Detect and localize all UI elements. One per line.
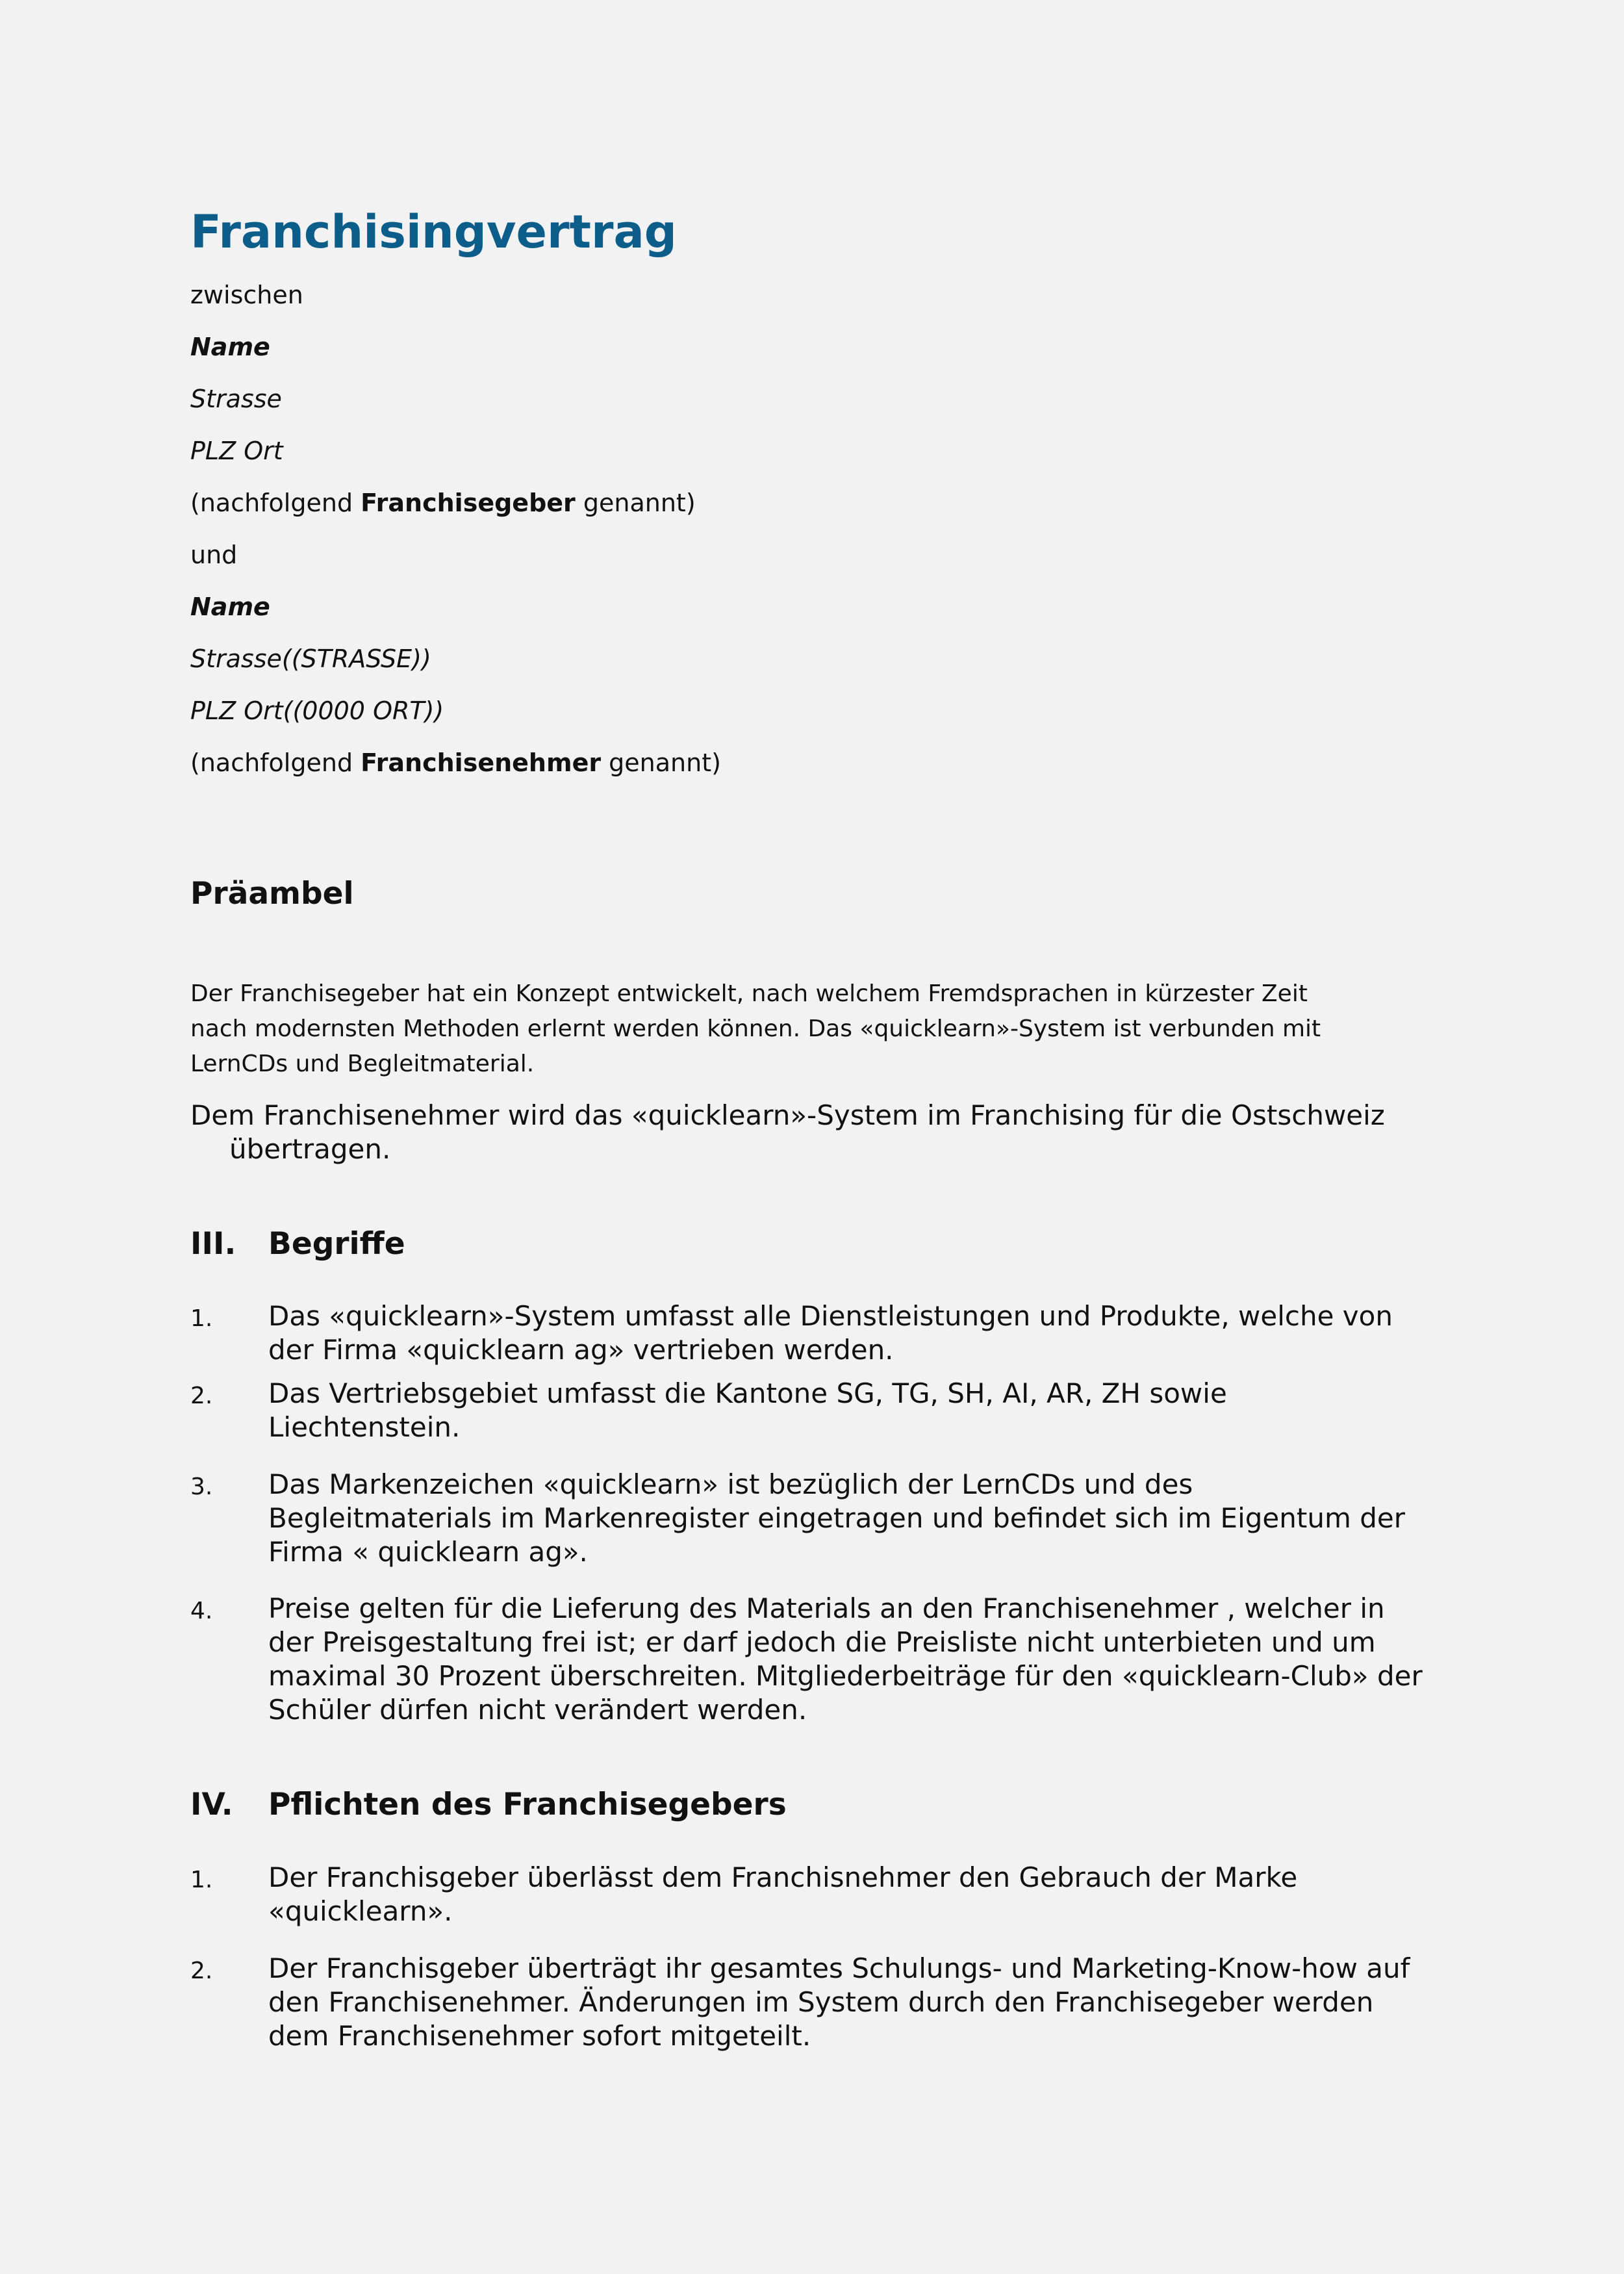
party1-designation-role: Franchisegeber [361,489,576,517]
preamble-p1-line: LernCDs und Begleitmaterial. [190,1051,535,1077]
party1-designation-suffix: genannt) [575,489,696,517]
list-item-line: dem Franchisenehmer sofort mitgeteilt. [268,2020,811,2052]
preamble-p1-line: nach modernsten Methoden erlernt werden können. Das «quicklearn»-System ist verbunden mit [190,1016,1321,1042]
list-item-number: 1. [190,1305,213,1332]
list-item-number: 3. [190,1474,213,1500]
list-item [268,1299,1457,1367]
section-number: IV. [190,1787,233,1822]
party1-designation [190,486,696,520]
party2-city: PLZ Ort((0000 ORT)) [190,696,444,725]
list-item-line: den Franchisenehmer. Änderungen im System durch den Franchisegeber werden [268,1986,1374,2018]
list-item [268,1861,1457,1928]
list-item-line: maximal 30 Prozent überschreiten. Mitgliederbeiträge für den «quicklearn-Club» der [268,1660,1423,1692]
list-item-line: Der Franchisgeber überlässt dem Franchisnehmer den Gebrauch der Marke [268,1861,1298,1893]
party1-street: Strasse [190,385,282,413]
preamble-heading: Präambel [190,876,354,912]
list-item-line: Schüler dürfen nicht verändert werden. [268,1694,807,1726]
list-item-line: Begleitmaterials im Markenregister eingetragen und befindet sich im Eigentum der [268,1502,1405,1534]
list-item [268,1468,1457,1569]
list-item-number: 2. [190,1958,213,1984]
list-item-line: der Firma «quicklearn ag» vertrieben werden. [268,1334,894,1366]
party2-street: Strasse((STRASSE)) [190,645,431,673]
list-item-line: Das Markenzeichen «quicklearn» ist bezüglich der LernCDs und des [268,1468,1193,1500]
list-item-line: «quicklearn». [268,1895,453,1927]
list-item [268,1377,1457,1444]
preamble-p1-line: Der Franchisegeber hat ein Konzept entwickelt, nach welchem Fremdsprachen in kürzester Zeit [190,980,1308,1007]
party1-name: Name [190,333,270,361]
party1-city: PLZ Ort [190,437,283,465]
section-title: Begriffe [268,1226,405,1262]
list-item-line: Liechtenstein. [268,1411,461,1443]
party2-designation [190,746,721,780]
list-item-number: 1. [190,1867,213,1893]
party2-name: Name [190,593,270,621]
list-item [268,1952,1457,2053]
list-item [268,1592,1457,1727]
list-item-line: Das «quicklearn»-System umfasst alle Dienstleistungen und Produkte, welche von [268,1300,1393,1332]
preamble-p2-line: Dem Franchisenehmer wird das «quicklearn»-System im Franchising für die Ostschweiz [190,1099,1385,1131]
list-item-line: Preise gelten für die Lieferung des Materials an den Franchisenehmer , welcher in [268,1592,1385,1624]
list-item-line: der Preisgestaltung frei ist; er darf jedoch die Preisliste nicht unterbieten und um [268,1626,1376,1658]
preamble-paragraph-1 [190,977,1438,1082]
preamble-p2-line: übertragen. [229,1133,391,1165]
party1-designation-prefix: (nachfolgend [190,489,361,517]
between-label: zwischen [190,281,303,309]
list-item-number: 4. [190,1598,213,1624]
party2-designation-role: Franchisenehmer [361,748,602,777]
preamble-paragraph-2 [190,1099,1385,1166]
party2-designation-prefix: (nachfolgend [190,748,361,777]
list-item-line: Firma « quicklearn ag». [268,1536,588,1568]
list-item-line: Das Vertriebsgebiet umfasst die Kantone SG, TG, SH, AI, AR, ZH sowie [268,1377,1227,1409]
party2-designation-suffix: genannt) [601,748,721,777]
and-label: und [190,541,238,569]
section-number: III. [190,1226,236,1262]
list-item-number: 2. [190,1383,213,1409]
list-item-line: Der Franchisgeber überträgt ihr gesamtes Schulungs- und Marketing-Know-how auf [268,1952,1410,1984]
section-title: Pflichten des Franchisegebers [268,1787,787,1822]
document-title: Franchisingvertrag [190,205,677,259]
